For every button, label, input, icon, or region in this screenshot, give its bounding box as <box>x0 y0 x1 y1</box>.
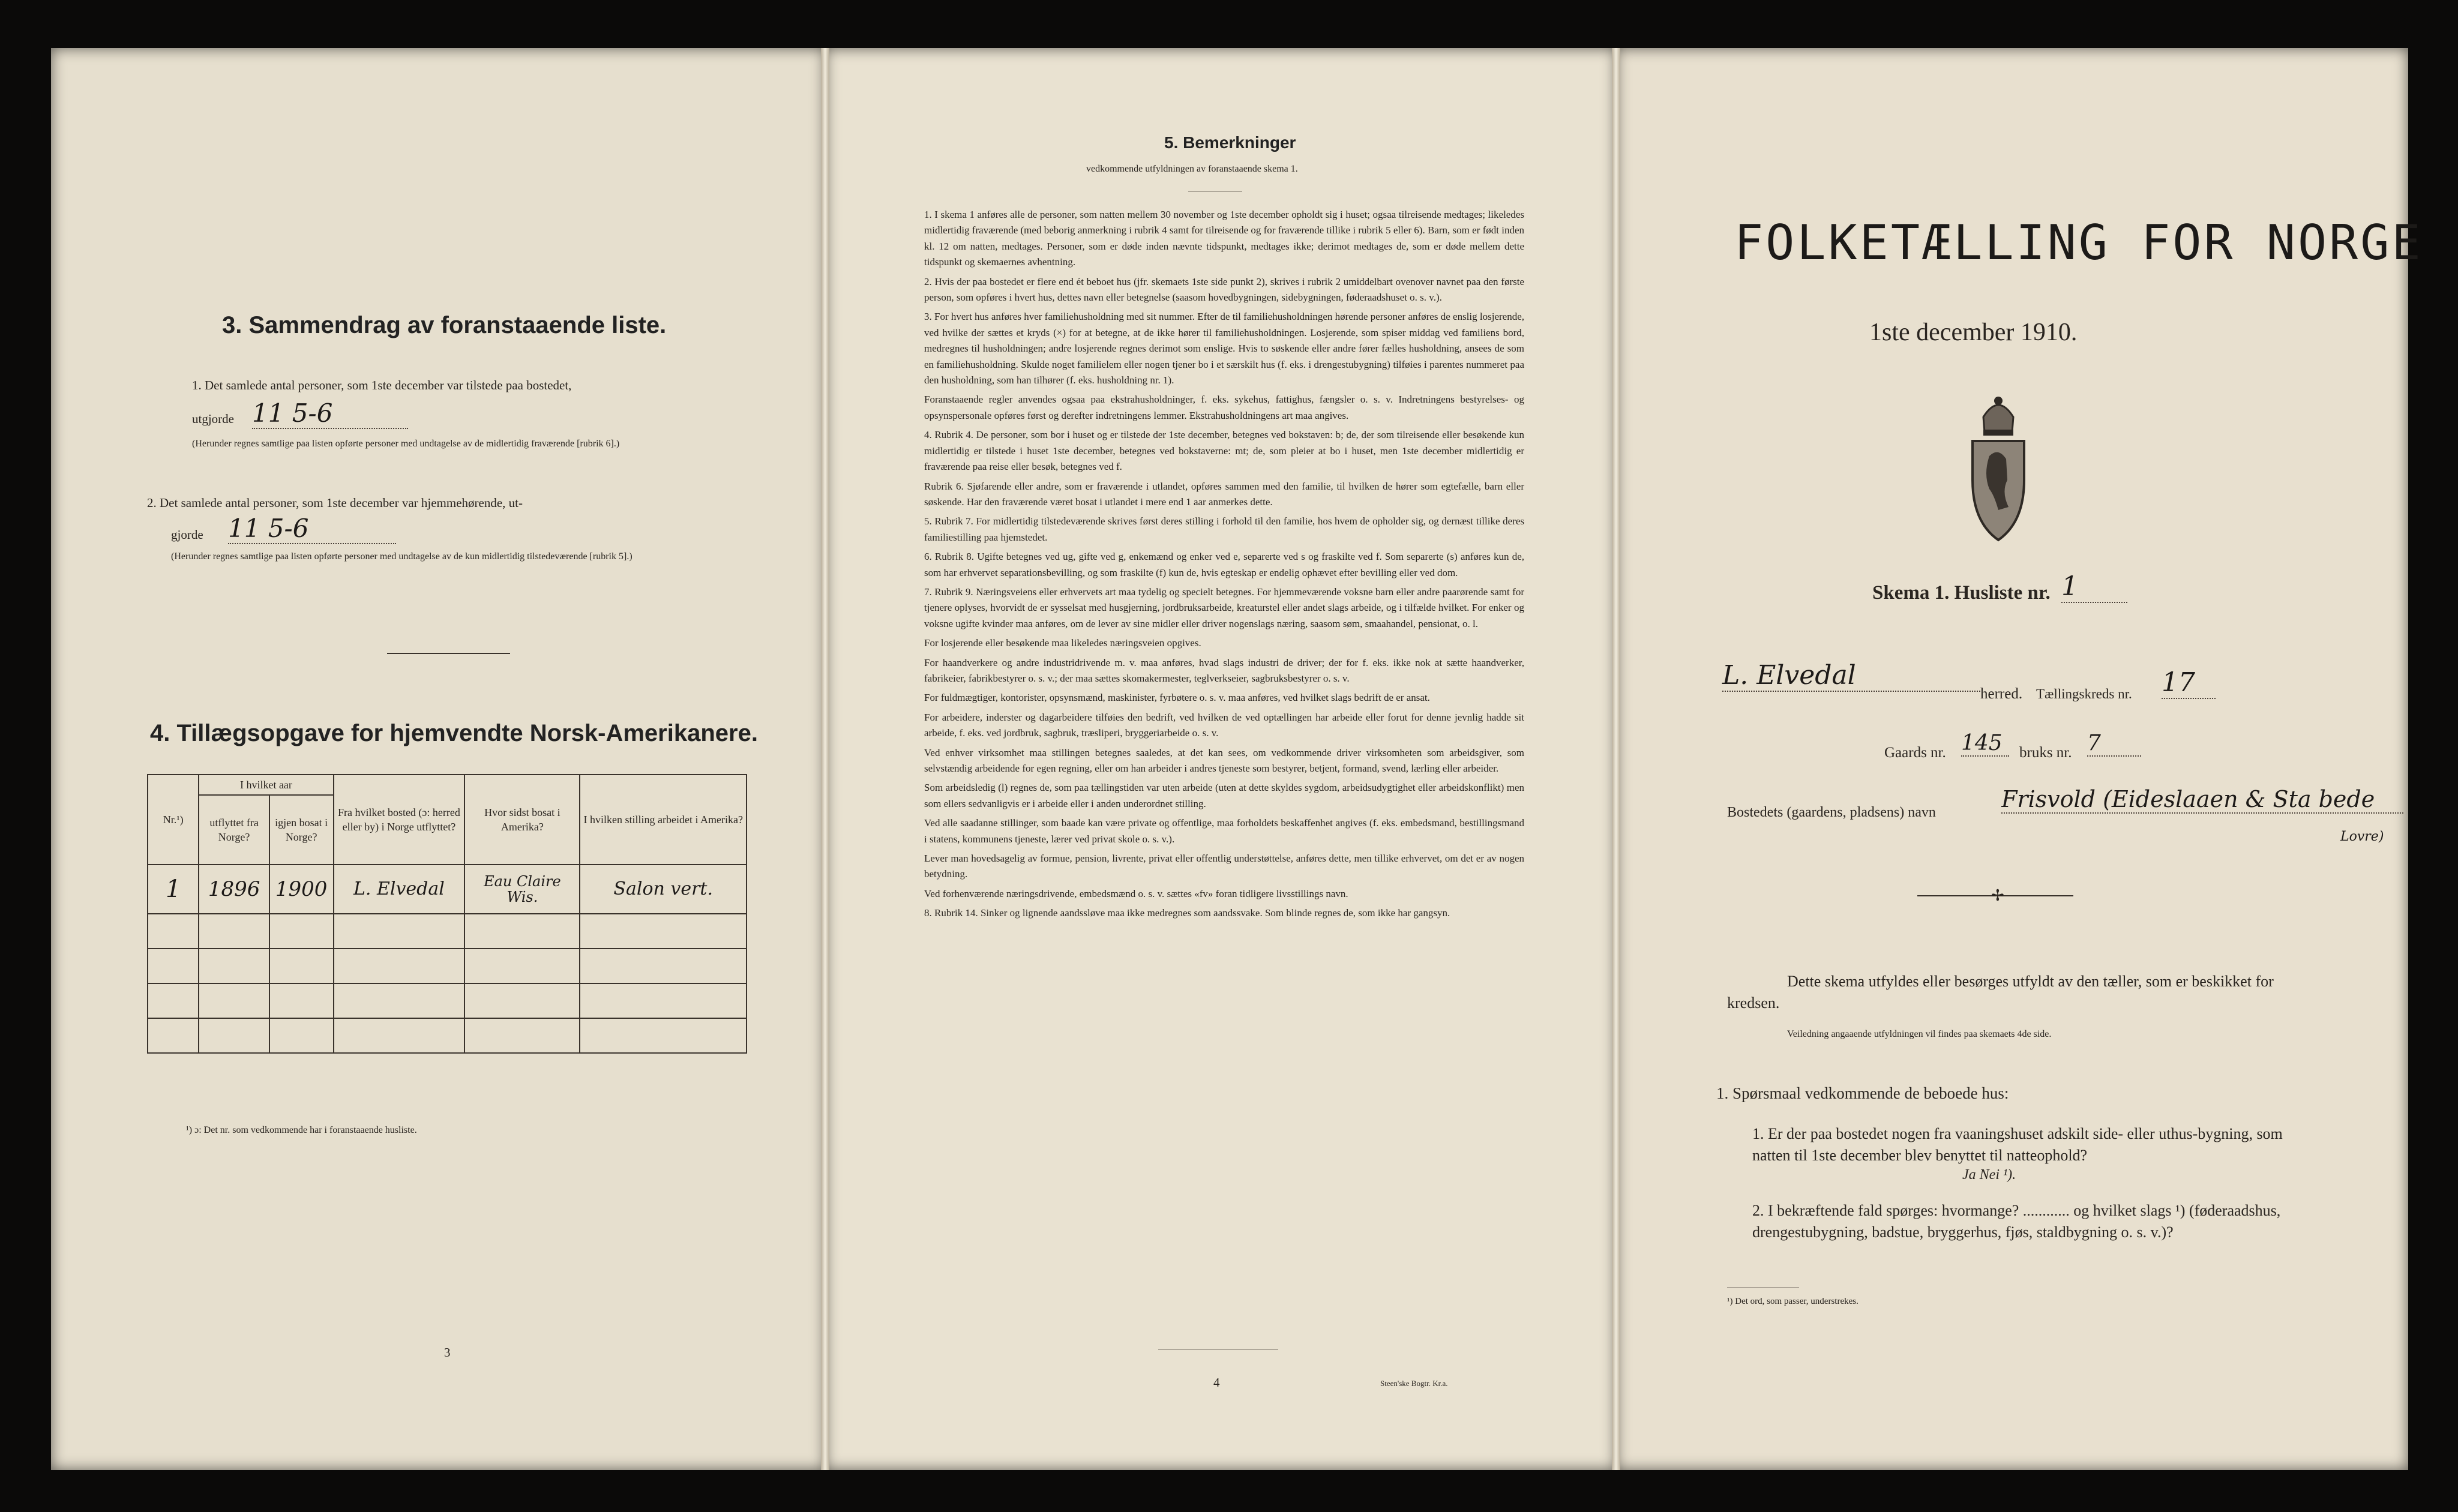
bruks-value[interactable]: 7 <box>2087 731 2141 757</box>
col-nr: Nr.¹) <box>148 775 199 865</box>
schema-number[interactable]: 1 <box>2061 571 2127 603</box>
col-occupation: I hvilken stilling arbeidet i Amerika? <box>580 775 747 865</box>
col-emigrated: utflyttet fra Norge? <box>199 795 269 865</box>
col-last-place: Hvor sidst bosat i Amerika? <box>464 775 580 865</box>
remarks-body <box>924 207 1524 1329</box>
question-1-answer[interactable]: Ja Nei ¹). <box>1962 1167 2016 1183</box>
section3-item1-note: (Herunder regnes samtlige paa listen opførte personer med undtagelse av de midlertidig fraværende [rubrik 6].) <box>192 439 620 449</box>
cell-emigrated[interactable]: 1896 <box>199 865 269 914</box>
remark-paragraph: Ved alle saadanne stillinger, som baade kan være private og offentlige, maa forholdets beskaffenhet angives (f. eks. embedsmand, bestillingsmand i statens, kommunens tjeneste, lærer ved privat skole o. s. v.). <box>924 817 1524 845</box>
table-row <box>148 865 747 914</box>
section3-heading: 3. Sammendrag av foranstaaende liste. <box>222 312 667 338</box>
section3-item1-value[interactable]: 11 5-6 <box>252 398 408 429</box>
section4-footnote: ¹) ɔ: Det nr. som vedkommende har i foranstaaende husliste. <box>186 1125 417 1135</box>
section3-item2-note: (Herunder regnes samtlige paa listen opførte personer med undtagelse av de kun midlertidig tilstedeværende [rubrik 5].) <box>171 551 633 562</box>
instruction: Dette skema utfyldes eller besørges utfyldt av den tæller, som er beskikket for kredsen. <box>1727 973 2274 1012</box>
bosted-value-cont: Lovre) <box>2340 829 2384 844</box>
table-row <box>148 1018 747 1053</box>
section3-item1: 1. Det samlede antal personer, som 1ste december var tilstede paa bostedet, <box>192 378 572 392</box>
page-number-left: 3 <box>444 1345 451 1360</box>
col-from-place: Fra hvilket bosted (ɔ: herred eller by) i Norge utflyttet? <box>334 775 465 865</box>
divider <box>387 653 510 654</box>
coat-of-arms-icon <box>1965 390 2031 546</box>
herred-value[interactable]: L. Elvedal <box>1722 660 1980 692</box>
main-title: FOLKETÆLLING FOR NORGE <box>1734 215 2423 271</box>
section4-heading: 4. Tillægsopgave for hjemvendte Norsk-Amerikanere. <box>150 720 758 746</box>
remark-paragraph: For arbeidere, inderster og dagarbeidere tilføies den bedrift, ved hvilken de ved optællingen har arbeide eller forut for denne jevnlig hadde sit arbeide, f. eks. ved jordbruk, sagbruk, træsliperi, bryggeriarbeide o. s. v. <box>924 711 1524 739</box>
section3-item2-prefix: gjorde <box>171 527 203 542</box>
gaards-label: Gaards nr. <box>1884 745 1946 761</box>
remark-paragraph: Ved forhenværende næringsdrivende, embedsmænd o. s. v. sættes «fv» foran tidligere livsstillings navn. <box>924 887 1348 899</box>
instruction-note: Veiledning angaaende utfyldningen vil findes paa skemaets 4de side. <box>1787 1029 2052 1039</box>
remark-paragraph: Ved enhver virksomhet maa stillingen betegnes saaledes, at det kan sees, om vedkommende driver virksomheten som arbeidsgiver, som selvstændig arbeidende for egen regning, eller om han arbeider i andres tjeneste som bestyrer, betjent, formand, svend, lærling eller arbeider. <box>924 746 1524 774</box>
bosted-value[interactable]: Frisvold (Eideslaaen & Sta bede <box>2001 786 2403 814</box>
remark-paragraph: Som arbeidsledig (l) regnes de, som paa tællingstiden var uten arbeide (uten at dette skyldes sygdom, arbeidsudygtighet eller arbeidskonflikt) men som ellers sedvanligvis er i arbeide eller i anden underordnet stilling. <box>924 782 1524 809</box>
cell-from-place[interactable]: L. Elvedal <box>334 865 465 914</box>
footnote: ¹) Det ord, som passer, understrekes. <box>1727 1297 1859 1306</box>
remark-paragraph: For haandverkere og andre industridrivende m. v. maa anføres, hvad slags industri de driver; der for f. eks. ikke nok at sætte haandverker, fabrikeier, fabrikbestyrer o. s. v.; der maa sættes skomakermester, teglverkseier, sagbruksbestyrer o. s. v. <box>924 656 1524 684</box>
fold-left <box>821 48 829 1470</box>
cell-returned[interactable]: 1900 <box>269 865 334 914</box>
printer-mark: Steen'ske Bogtr. Kr.a. <box>1380 1379 1448 1388</box>
fold-right <box>1612 48 1620 1470</box>
kreds-label: Tællingskreds nr. <box>2036 686 2132 701</box>
section3-item1-prefix: utgjorde <box>192 412 234 426</box>
col-returned: igjen bosat i Norge? <box>269 795 334 865</box>
schema-label: Skema 1. Husliste nr. <box>1872 582 2051 604</box>
remark-paragraph: For fuldmægtiger, kontorister, opsynsmænd, maskinister, fyrbøtere o. s. v. maa anføres, ved hvilket slags bedrift de er ansat. <box>924 692 1430 704</box>
gaards-value[interactable]: 145 <box>1961 731 2009 757</box>
page-number-middle: 4 <box>1213 1375 1220 1390</box>
remark-paragraph: Rubrik 6. Sjøfarende eller andre, som er fraværende i utlandet, opføres sammen med den familie, til hvilken de hører som egtefælle, barn eller søskende. Har den fraværende været bosat i utlandet i mere end 1 aar anmerkes dette. <box>924 480 1524 508</box>
remark-paragraph: Foranstaaende regler anvendes ogsaa paa ekstrahusholdninger, f. eks. sykehus, fattighus, fængsler o. s. v. Indretningens bestyrelses- og opsynspersonale opføres først og derefter indretningens lemmer. Ekstrahusholdningens art maa angives. <box>924 394 1524 421</box>
remark-paragraph: Lever man hovedsagelig av formue, pension, livrente, privat eller offentlig understøttelse, anføres dette, men tillike erhvervet, om det er av nogen betydning. <box>924 853 1524 880</box>
bruks-label: bruks nr. <box>2019 745 2072 761</box>
table-row <box>148 914 747 949</box>
remark-paragraph: 4. Rubrik 4. De personer, som bor i huset og er tilstede der 1ste december, betegnes ved bokstaven: b; de, der som tilreisende eller besøkende kun midlertidig er tilstede i huset 1ste december, betegnes ved bokstaverne: mt; de, som pleier at bo i huset, men 1ste december midlertidig er fraværende paa reise eller besøk, betegnes ved f. <box>924 429 1524 473</box>
section3-item2-value[interactable]: 11 5-6 <box>228 514 396 544</box>
norsk-amerikanere-table <box>147 774 747 1054</box>
remark-paragraph: 3. For hvert hus anføres hver familiehusholdning med sit nummer. Efter de til familiehusholdningen hørende personer anføres de enslig losjerende, ved hvilke der sættes et kryds (×) for at betegne, at de ikke hører til familiehusholdningen. Losjerende, som spiser middag ved familiens bord, medregnes til husholdningen; andre losjerende regnes derimot som enslige. Hvis to søskende eller andre fører fælles husholdning, ansees de som en familiehusholdning. Skulde noget familielem eller nogen tjener bo i et særskilt hus (f. eks. i drengestubygning) tilføies i parentes nummeret paa den husholdning, som han tilhører (f. eks. husholdning nr. 1). <box>924 311 1524 386</box>
question-1: 1. Er der paa bostedet nogen fra vaaningshuset adskilt side- eller uthus-bygning, som natten til 1ste december blev benyttet til natteophold? <box>1752 1125 2283 1164</box>
remark-paragraph: For losjerende eller besøkende maa likeledes næringsveien opgives. <box>924 637 1201 649</box>
bosted-label: Bostedets (gaardens, pladsens) navn <box>1727 805 1936 820</box>
ornament-icon: ✢ <box>1991 887 2004 904</box>
remarks-subheading: vedkommende utfyldningen av foranstaaende skema 1. <box>1086 164 1298 174</box>
remark-paragraph: 2. Hvis der paa bostedet er flere end ét beboet hus (jfr. skemaets 1ste side punkt 2), skrives i rubrik 2 umiddelbart ovenover navnet paa den første person, som opføres i hvert hus, dettes navn eller betegnelse (saasom hovedbygningen, sidebygningen, føderaadshuset o. s. v.). <box>924 275 1524 304</box>
page-left <box>51 48 825 1470</box>
census-date: 1ste december 1910. <box>1869 319 2078 346</box>
section3-item2: 2. Det samlede antal personer, som 1ste december var hjemmehørende, ut- <box>147 496 523 510</box>
remarks-heading: 5. Bemerkninger <box>1164 133 1296 152</box>
remark-paragraph: 1. I skema 1 anføres alle de personer, som natten mellem 30 november og 1ste december opholdt sig i huset; ogsaa tilreisende medtages; likeledes midlertidig fraværende (med beborig anmerkning i rubrik 4 samt for tilreisende og for fraværende tillike i rubrik 5 eller 6). Barn, som er født inden kl. 12 om natten, medtages. Personer, som er døde inden nævnte tidspunkt, medtages ikke; derimot medtages de, som er døde mellem dette tidspunkt og skemaernes avhentning. <box>924 209 1524 268</box>
table-row <box>148 949 747 983</box>
cell-last-place[interactable]: Eau Claire Wis. <box>464 865 580 914</box>
col-year-group: I hvilket aar <box>199 775 333 795</box>
questions-heading: 1. Spørsmaal vedkommende de beboede hus: <box>1716 1084 2009 1102</box>
question-2: 2. I bekræftende fald spørges: hvormange? ............ og hvilket slags ¹) (føderaadshus, drengestubygning, badstue, bryggerhus, fjøs, staldbygning o. s. v.)? <box>1752 1202 2281 1241</box>
cell-occupation[interactable]: Salon vert. <box>580 865 747 914</box>
remark-paragraph: 5. Rubrik 7. For midlertidig tilstedeværende skrives først deres stilling i forhold til den familie, hos hvem de opholder sig, og dernæst tillike deres familiestilling paa hjemstedet. <box>924 515 1524 543</box>
cell-nr[interactable]: 1 <box>148 865 199 914</box>
remark-paragraph: 8. Rubrik 14. Sinker og lignende aandssløve maa ikke medregnes som aandssvake. Som blinde regnes de, som ikke har gangsyn. <box>924 907 1450 919</box>
remark-paragraph: 7. Rubrik 9. Næringsveiens eller erhvervets art maa tydelig og specielt betegnes. For hjemmeværende voksne barn eller andre paarørende samt for tjenere oplyses, hvorvidt de er sysselsat med husgjerning, jordbruksarbeide, kreaturstel eller andet slags arbeide, og i tilfælde hvilket. For enker og voksne ugifte kvinder maa anføres, om de lever av sine midler eller driver nogenslags næring, saasom søm, smaahandel, pensionat, o. l. <box>924 586 1524 629</box>
herred-label: herred. <box>1980 686 2023 702</box>
kreds-value[interactable]: 17 <box>2162 667 2216 699</box>
table-row <box>148 983 747 1018</box>
remark-paragraph: 6. Rubrik 8. Ugifte betegnes ved ug, gifte ved g, enkemænd og enker ved e, separerte ved s og fraskilte ved f. Som separerte (s) anføres kun de, som har erhvervet separationsbevilling, og som fraskilte (f) kun de, hvis egteskap er endelig ophævet efter bevilling eller ved dom. <box>924 551 1524 578</box>
